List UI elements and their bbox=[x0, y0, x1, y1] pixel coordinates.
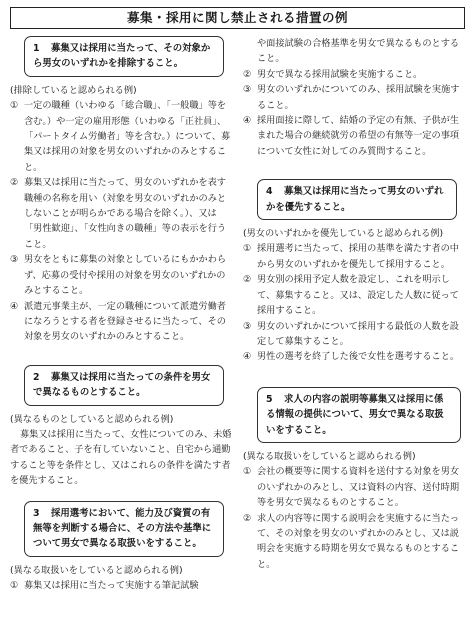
list-item bbox=[10, 299, 232, 345]
list-item bbox=[243, 349, 465, 364]
list-item bbox=[10, 252, 232, 298]
item-text: 男女別の採用予定人数を設定し、これを明示して、募集すること。又は、設定した人数に従って採用すること。 bbox=[257, 274, 459, 317]
item-text: 採用選考に当たって、採用の基準を満たす者の中から男女のいずれかを優先して採用すること。 bbox=[257, 243, 459, 270]
section-1-heading: 募集又は採用に当たって、その対象から男女のいずれかを排除すること。 bbox=[33, 43, 211, 70]
item-marker: ③ bbox=[243, 84, 252, 96]
section-3-number: 3 bbox=[33, 507, 40, 519]
item-text: 採用面接に際して、結婚の予定の有無、子供が生まれた場合の継続就労の希望の有無等一定の事項について女性に対してのみ質問すること。 bbox=[257, 115, 460, 157]
item-marker: ④ bbox=[243, 115, 252, 127]
item-marker: ① bbox=[10, 580, 19, 592]
item-text: 男女で異なる採用試験を実施すること。 bbox=[257, 68, 423, 80]
list-item bbox=[243, 319, 465, 350]
section-2-number: 2 bbox=[33, 371, 40, 383]
item-text: 会社の概要等に関する資料を送付する対象を男女のいずれかのみとし、又は資料の内容、送付時期等を男女で異なるものとすること。 bbox=[257, 466, 460, 509]
item-marker: ③ bbox=[10, 254, 19, 266]
item-text: 募集又は採用に当たって、男女のいずれかを表す職種の名称を用い（対象を男女のいずれかのみとしないことが明らかである場合を除く。）、又は「男性歓迎」、「女性向きの職種」等の表示を行うこと。 bbox=[24, 177, 227, 250]
list-item bbox=[243, 67, 465, 82]
list-item bbox=[243, 272, 465, 318]
item-marker: ① bbox=[10, 100, 19, 112]
list-item bbox=[10, 175, 232, 252]
item-text: 一定の職種（いわゆる「総合職」、「一般職」等を含む。）や一定の雇用形態（いわゆる「正社員」、「パートタイム労働者」等を含む。）について、募集又は採用の対象を男女のいずれかのみとすること。 bbox=[24, 100, 231, 173]
item-text: 男女のいずれかについてのみ、採用試験を実施すること。 bbox=[257, 84, 460, 111]
section-2-heading-box bbox=[24, 365, 224, 406]
item-marker: ② bbox=[243, 68, 252, 80]
item-marker: ① bbox=[243, 466, 252, 478]
item-text: 募集又は採用に当たって実施する筆記試験 bbox=[24, 580, 199, 592]
item-text: 男性の選考を終了した後で女性を選考すること。 bbox=[257, 351, 460, 363]
item-marker: ③ bbox=[243, 320, 252, 332]
section-1-heading-box bbox=[24, 36, 224, 77]
item-marker: ② bbox=[243, 512, 252, 524]
section-5-heading-box bbox=[257, 387, 461, 443]
section-2-paragraph: 募集又は採用に当たって、女性についてのみ、未婚者であること、子を有していないこと、自宅から通勤すること等を条件とし、又はこれらの条件を満たす者を優先すること。 bbox=[10, 428, 232, 487]
section-3-item-1-continuation: や面接試験の合格基準を男女で異なるものとすること。 bbox=[257, 38, 460, 65]
item-marker: ④ bbox=[243, 351, 252, 363]
section-3-heading-box bbox=[24, 501, 224, 557]
list-item bbox=[243, 113, 465, 159]
section-4-heading-box bbox=[257, 179, 457, 220]
item-text: 派遣元事業主が、一定の職種について派遣労働者になろうとする者を登録させるに当たって、その対象を男女のいずれかのみとすること。 bbox=[24, 300, 226, 343]
item-text: 求人の内容等に関する説明会を実施するに当たって、その対象を男女のいずれかのみとし、又は説明会を実施する時期を男女で異なるものとすること。 bbox=[257, 512, 460, 570]
section-4-subheading: (男女のいずれかを優先していると認められる例) bbox=[243, 228, 444, 240]
item-marker: ④ bbox=[10, 300, 19, 312]
section-1-number: 1 bbox=[33, 43, 40, 54]
section-4-number: 4 bbox=[266, 186, 273, 198]
item-marker: ② bbox=[10, 177, 19, 189]
section-1-subheading: (排除していると認められる例) bbox=[10, 84, 137, 96]
section-5-number: 5 bbox=[266, 393, 273, 405]
list-item bbox=[243, 464, 465, 510]
item-text: 男女をともに募集の対象としているにもかかわらず、応募の受付や採用の対象を男女のいずれかのみとすること。 bbox=[24, 254, 227, 297]
section-3-heading: 採用選考において、能力及び資質の有無等を判断する場合に、その方法や基準について男女で異なる取扱いをすること。 bbox=[33, 507, 212, 550]
page-title: 募集・採用に関し禁止される措置の例 bbox=[10, 7, 465, 29]
section-2-subheading: (異なるものとしていると認められる例) bbox=[10, 413, 174, 425]
section-3-subheading: (異なる取扱いをしていると認められる例) bbox=[10, 564, 183, 576]
section-5-subheading: (異なる取扱いをしていると認められる例) bbox=[243, 450, 416, 462]
section-5-heading: 求人の内容の説明等募集又は採用に係る情報の提供について、男女で異なる取扱いをすること。 bbox=[266, 393, 444, 436]
item-marker: ② bbox=[243, 274, 252, 286]
item-marker: ① bbox=[243, 243, 252, 255]
section-4-heading: 募集又は採用に当たって男女のいずれかを優先すること。 bbox=[266, 186, 444, 213]
item-text: 男女のいずれかについて採用する最低の人数を設定して募集すること。 bbox=[257, 320, 459, 347]
list-item bbox=[243, 82, 465, 113]
list-item bbox=[243, 511, 465, 573]
section-2-heading: 募集又は採用に当たっての条件を男女で異なるものとすること。 bbox=[33, 371, 211, 399]
right-column bbox=[243, 36, 465, 572]
list-item bbox=[10, 578, 232, 593]
left-column bbox=[10, 36, 232, 594]
list-item bbox=[10, 98, 232, 175]
list-item bbox=[243, 241, 465, 272]
